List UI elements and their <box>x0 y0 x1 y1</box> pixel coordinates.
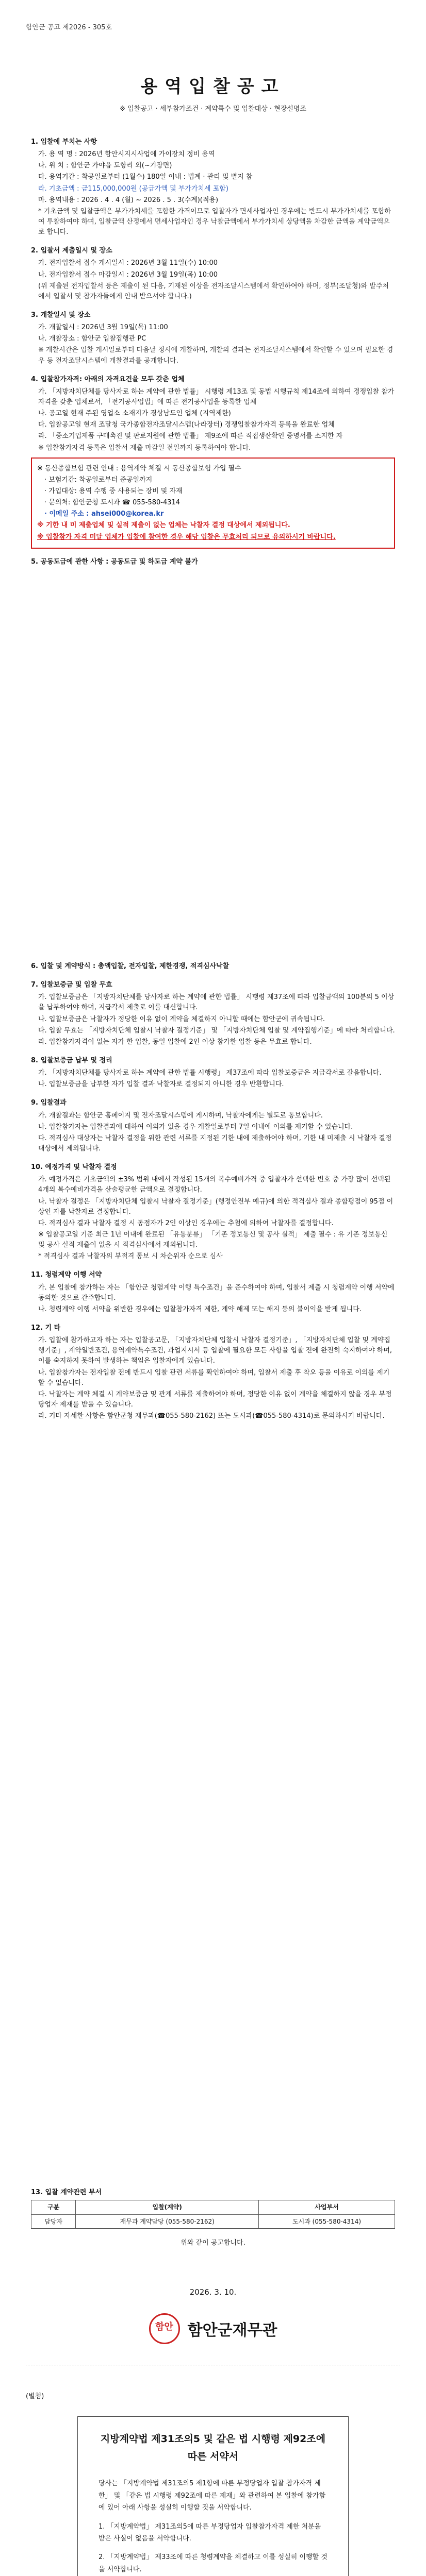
table-header: 사업부서 <box>259 2200 395 2215</box>
list-item: · 가입대상: 용역 수행 중 사용되는 장비 및 자재 <box>44 487 183 495</box>
insurance-notice-box <box>31 457 395 549</box>
section-block-3 <box>31 2179 395 2249</box>
list-item: · 보험기간: 착공일로부터 준공일까지 <box>44 476 153 484</box>
official-seal-icon: 함안 <box>149 2313 180 2344</box>
list-item: 가. 개찰일시 : 2026년 3월 19일(목) 11:00 <box>38 324 168 332</box>
attachment-label: (별첨) <box>26 2393 44 2400</box>
section-note: ※ 입찰공고일 기준 최근 1년 이내에 완료된 「유통분류」 「기존 정보통신 및 공사 실적」 제출 필수 : 유 기존 정보통신 및 공사 실적 제출이 없을 시 적격심사에서 제외됩니다. <box>38 1230 388 1249</box>
signature-block <box>0 2313 426 2344</box>
section-heading: 1. 입찰에 부치는 사항 <box>31 138 97 146</box>
list-item: 나. 전자입찰서 접수 마감일시 : 2026년 3월 19일(목) 10:00 <box>38 270 218 279</box>
section-note: (위 제출된 전자입찰서 등은 제출이 된 다음, 기재된 이상을 전자조달시스템에서 확인하여야 하며, 정부(조달청)와 발주처에서 입찰서 및 참가자들에게 안내 받으셔야 합니다.) <box>38 282 389 300</box>
table-header-row <box>31 2200 395 2215</box>
section-heading: 3. 개찰일시 및 장소 <box>31 311 91 319</box>
issuing-org: 함안군재무관 <box>187 2321 277 2340</box>
list-item: 나. 입찰참가자는 입찰결과에 대하여 이의가 있을 경우 개찰일로부터 7일 이내에 이의를 제기할 수 있습니다. <box>38 1123 353 1131</box>
list-item: 나. 낙찰자 결정은 「지방자치단체 입찰시 낙찰자 결정기준」(행정안전부 예규)에 의한 적격심사 결과 종합평점이 95점 이상인 자를 낙찰자로 결정합니다. <box>38 1197 394 1216</box>
section-heading: 9. 입찰결과 <box>31 1099 67 1107</box>
list-item: 라. 기타 자세한 사항은 함안군청 재무과(☎055-580-2162) 또는 도시과(☎055-580-4314)로 문의하시기 바랍니다. <box>38 1412 385 1420</box>
section-heading: 6. 입찰 및 계약방식 : 총액입찰, 전자입찰, 제한경쟁, 적격심사낙찰 <box>31 962 230 970</box>
closing-note: 위와 같이 공고합니다. <box>181 2239 245 2247</box>
section-note: * 기초금액 및 입찰금액은 부가가치세를 포함한 가격이므로 입찰자가 면세사업자인 경우에는 반드시 부가가치세를 포함하여 투찰하여야 하며, 입찰금액 산정에서 면세사업자인 경우 낙찰금액에서 부가가치세 상당액을 차감한 금액을 계약금액으로 합니다. <box>38 207 391 236</box>
document-title: 용역입찰공고 <box>140 76 286 97</box>
list-item: 가. 「지방자치단체를 당사자로 하는 계약에 관한 법률 시행령」 제37조에 따라 입찰보증금은 지급각서로 갈음합니다. <box>38 1069 382 1077</box>
list-item: 가. 본 입찰에 참가하는 자는 「함안군 청렴계약 이행 특수조건」을 준수하여야 하며, 입찰서 제출 시 청렴계약 이행 서약에 동의한 것으로 간주합니다. <box>38 1283 395 1302</box>
list-item: 다. 입찰 무효는 「지방자치단체 입찰시 낙찰자 결정기준」 및 「지방자치단체 입찰 및 계약집행기준」에 따라 처리합니다. <box>38 1026 395 1035</box>
list-item: 나. 개찰장소 : 함안군 입찰집행관 PC <box>38 335 146 343</box>
email-address: · 이메일 주소 : ahsei000@korea.kr <box>44 510 164 518</box>
table-header: 입찰(계약) <box>76 2200 259 2215</box>
table-row <box>31 2214 395 2229</box>
list-item: 다. 입찰공고일 현재 조달청 국가종합전자조달시스템(나라장터) 경쟁입찰참가자격 등록을 완료한 업체 <box>38 421 335 429</box>
section-note: ※ 입찰참가자격 등록은 입찰서 제출 마감일 전일까지 등록하여야 합니다. <box>38 444 251 452</box>
section-heading: 7. 입찰보증금 및 입찰 무효 <box>31 981 112 989</box>
pledge-form <box>77 2416 349 2576</box>
section-note: ※ 개찰시간은 입찰 개시일로부터 다음날 정시에 개찰하며, 개찰의 결과는 전자조달시스템에서 확인할 수 있으며 필요한 경우 등 전자조달시스템에 개찰결과를 공개합니다. <box>38 346 394 365</box>
list-item: 나. 입찰보증금은 낙찰자가 정당한 이유 없이 계약을 체결하지 아니할 때에는 함안군에 귀속됩니다. <box>38 1015 325 1023</box>
list-item: 나. 입찰참가자는 전자입찰 전에 반드시 입찰 관련 서류를 확인하여야 하며, 입찰서 제출 후 착오 등을 이유로 이의를 제기할 수 없습니다. <box>38 1368 390 1387</box>
list-item: 라. 입찰참가자격이 없는 자가 한 입찰, 동일 입찰에 2인 이상 참가한 입찰 등은 무효로 합니다. <box>38 1038 312 1046</box>
list-item: 나. 청렴계약 이행 서약을 위반한 경우에는 입찰참가자격 제한, 계약 해제 또는 해지 등의 불이익을 받게 됩니다. <box>38 1305 362 1313</box>
section-heading: 10. 예정가격 및 낙찰자 결정 <box>31 1163 117 1172</box>
list-item: 다. 적격심사 결과 낙찰자 결정 시 동점자가 2인 이상인 경우에는 추첨에 의하여 낙찰자를 결정합니다. <box>38 1219 334 1227</box>
table-cell: 도시과 (055-580-4314) <box>259 2214 395 2229</box>
section-heading: 13. 입찰 계약관련 부서 <box>31 2189 102 2196</box>
list-item: 가. 예정가격은 기초금액의 ±3% 범위 내에서 작성된 15개의 복수예비가격 중 입찰자가 선택한 번호 중 가장 많이 선택된 4개의 복수예비가격을 산술평균한 금액으로 결정합니다. <box>38 1176 391 1194</box>
pledge-paragraph: 1. 「지방계약법」 제31조의5에 따른 부정당업자 입찰참가자격 제한 처분을 받은 사실이 없음을 서약합니다. <box>99 2522 321 2543</box>
section-heading: 11. 청렴계약 이행 서약 <box>31 1271 102 1279</box>
list-item: 가. 입찰에 참가하고자 하는 자는 입찰공고문, 「지방자치단체 입찰시 낙찰자 결정기준」, 「지방자치단체 입찰 및 계약집행기준」, 계약일반조건, 용역계약특수조건, 과업지시서 등 입찰에 필요한 모든 사항을 입찰 전에 완전히 숙지하여야 하며, 이를 숙지하지 못하여 발생하는 책임은 입찰자에게 있습니다. <box>38 1336 392 1365</box>
table-header: 구분 <box>31 2200 76 2215</box>
list-item: 라. 「중소기업제품 구매촉진 및 판로지원에 관한 법률」 제9조에 따른 직접생산확인 증명서를 소지한 자 <box>38 432 343 440</box>
list-item: 가. 개찰결과는 함안군 홈페이지 및 전자조달시스템에 게시하며, 낙찰자에게는 별도로 통보합니다. <box>38 1111 323 1120</box>
list-item: 다. 낙찰자는 계약 체결 시 계약보증금 및 관계 서류를 제출하여야 하며, 정당한 이유 없이 계약을 체결하지 않을 경우 부정당업자 제재를 받을 수 있습니다. <box>38 1390 392 1409</box>
list-item: 나. 입찰보증금을 납부한 자가 입찰 결과 낙찰자로 결정되지 아니한 경우 반환합니다. <box>38 1080 284 1089</box>
list-item: · 문의처: 함안군청 도시과 ☎ 055-580-4314 <box>44 499 181 507</box>
list-item: 다. 용역기간 : 착공일로부터 (1월수) 180일 이내 : 법계 · 관리 및 별지 참 <box>38 173 253 181</box>
highlight-text: ※ 입찰참가 자격 미달 업체가 입찰에 참여한 경우 해당 입찰은 무효처리 되므로 유의하시기 바랍니다. <box>37 533 336 541</box>
pledge-paragraph: 당사는 「지방계약법 제31조의5 제1항에 따른 부정당업자 입찰 참가자격 제한」 및 「같은 법 시행령 제92조에 따른 제재」와 관련하여 본 입찰에 참가함에 있어 아래 사항을 성실히 이행할 것을 서약합니다. <box>99 2480 326 2512</box>
pledge-title: 지방계약법 제31조의5 및 같은 법 시행령 제92조에 따른 서약서 <box>100 2433 326 2463</box>
section-note: * 적격심사 결과 낙찰자의 부적격 통보 시 차순위자 순으로 심사 <box>38 1252 223 1261</box>
section-heading: 4. 입찰참가자격: 아래의 자격요건을 모두 갖춘 업체 <box>31 375 185 383</box>
table-cell: 재무과 계약담당 (055-580-2162) <box>76 2214 259 2229</box>
list-item: 라. 기초금액 : 금115,000,000원 (공급가액 및 부가가치세 포함) <box>38 184 228 193</box>
list-item: 가. 용 역 명 : 2026년 함안시지시사업에 가이장치 정비 용역 <box>38 150 215 159</box>
pledge-paragraph: 2. 「지방계약법」 제33조에 따른 청렴계약을 체결하고 이를 성실히 이행할 것을 서약합니다. <box>99 2553 327 2573</box>
list-item: 가. 「지방자치단체를 당사자로 하는 계약에 관한 법률」 시행령 제13조 및 동법 시행규칙 제14조에 의하여 경쟁입찰 참가 자격을 갖춘 업체로서, 「전기공사업법」에 따른 전기공사업을 등록한 업체 <box>38 387 395 406</box>
list-item: 다. 적격심사 대상자는 낙찰자 결정을 위한 관련 서류를 지정된 기한 내에 제출하여야 하며, 기한 내 미제출 시 낙찰자 결정 대상에서 제외됩니다. <box>38 1134 392 1153</box>
notice-lead: ※ 동산종합보험 관련 안내 : 용역계약 체결 시 동산종합보험 가입 필수 <box>37 464 241 472</box>
notice-number: 함안군 공고 제2026 - 305호 <box>26 24 112 31</box>
section-block-1 <box>31 129 395 569</box>
list-item: 나. 공고일 현재 주된 영업소 소재지가 경상남도인 업체 (지역제한) <box>38 410 231 418</box>
section-block-2 <box>31 953 395 1422</box>
section-heading: 8. 입찰보증금 납부 및 정리 <box>31 1056 112 1064</box>
contact-table <box>31 2200 395 2229</box>
section-heading: 12. 기 타 <box>31 1324 61 1332</box>
section-heading: 2. 입찰서 제출일시 및 장소 <box>31 247 112 255</box>
table-cell: 담당자 <box>31 2214 76 2229</box>
list-item: 마. 용역내용 : 2026 . 4 . 4 (월) ~ 2026 . 5 . 3(수계)(적용) <box>38 196 219 204</box>
list-item: 나. 위 치 : 함안군 가야읍 도항리 외(~기장면) <box>38 162 172 170</box>
section-heading: 5. 공동도급에 관한 사항 : 공동도급 및 하도급 계약 불가 <box>31 557 198 566</box>
document-subtitle: ※ 입찰공고 · 세부참가조건 · 계약특수 및 입찰대상 · 현장설명조 <box>120 105 306 113</box>
list-item: 가. 입찰보증금은 「지방자치단체를 당사자로 하는 계약에 관한 법률」 시행령 제37조에 따라 입찰금액의 100분의 5 이상을 납부하여야 하며, 지급각서 제출로 이를 대신합니다. <box>38 993 395 1012</box>
warning-text: ※ 기한 내 미 제출업체 및 실적 제출이 없는 업체는 낙찰자 결정 대상에서 제외됩니다. <box>37 521 290 530</box>
sign-date: 2026. 3. 10. <box>189 2287 237 2297</box>
list-item: 가. 전자입찰서 접수 개시일시 : 2026년 3월 11일(수) 10:00 <box>38 259 218 267</box>
